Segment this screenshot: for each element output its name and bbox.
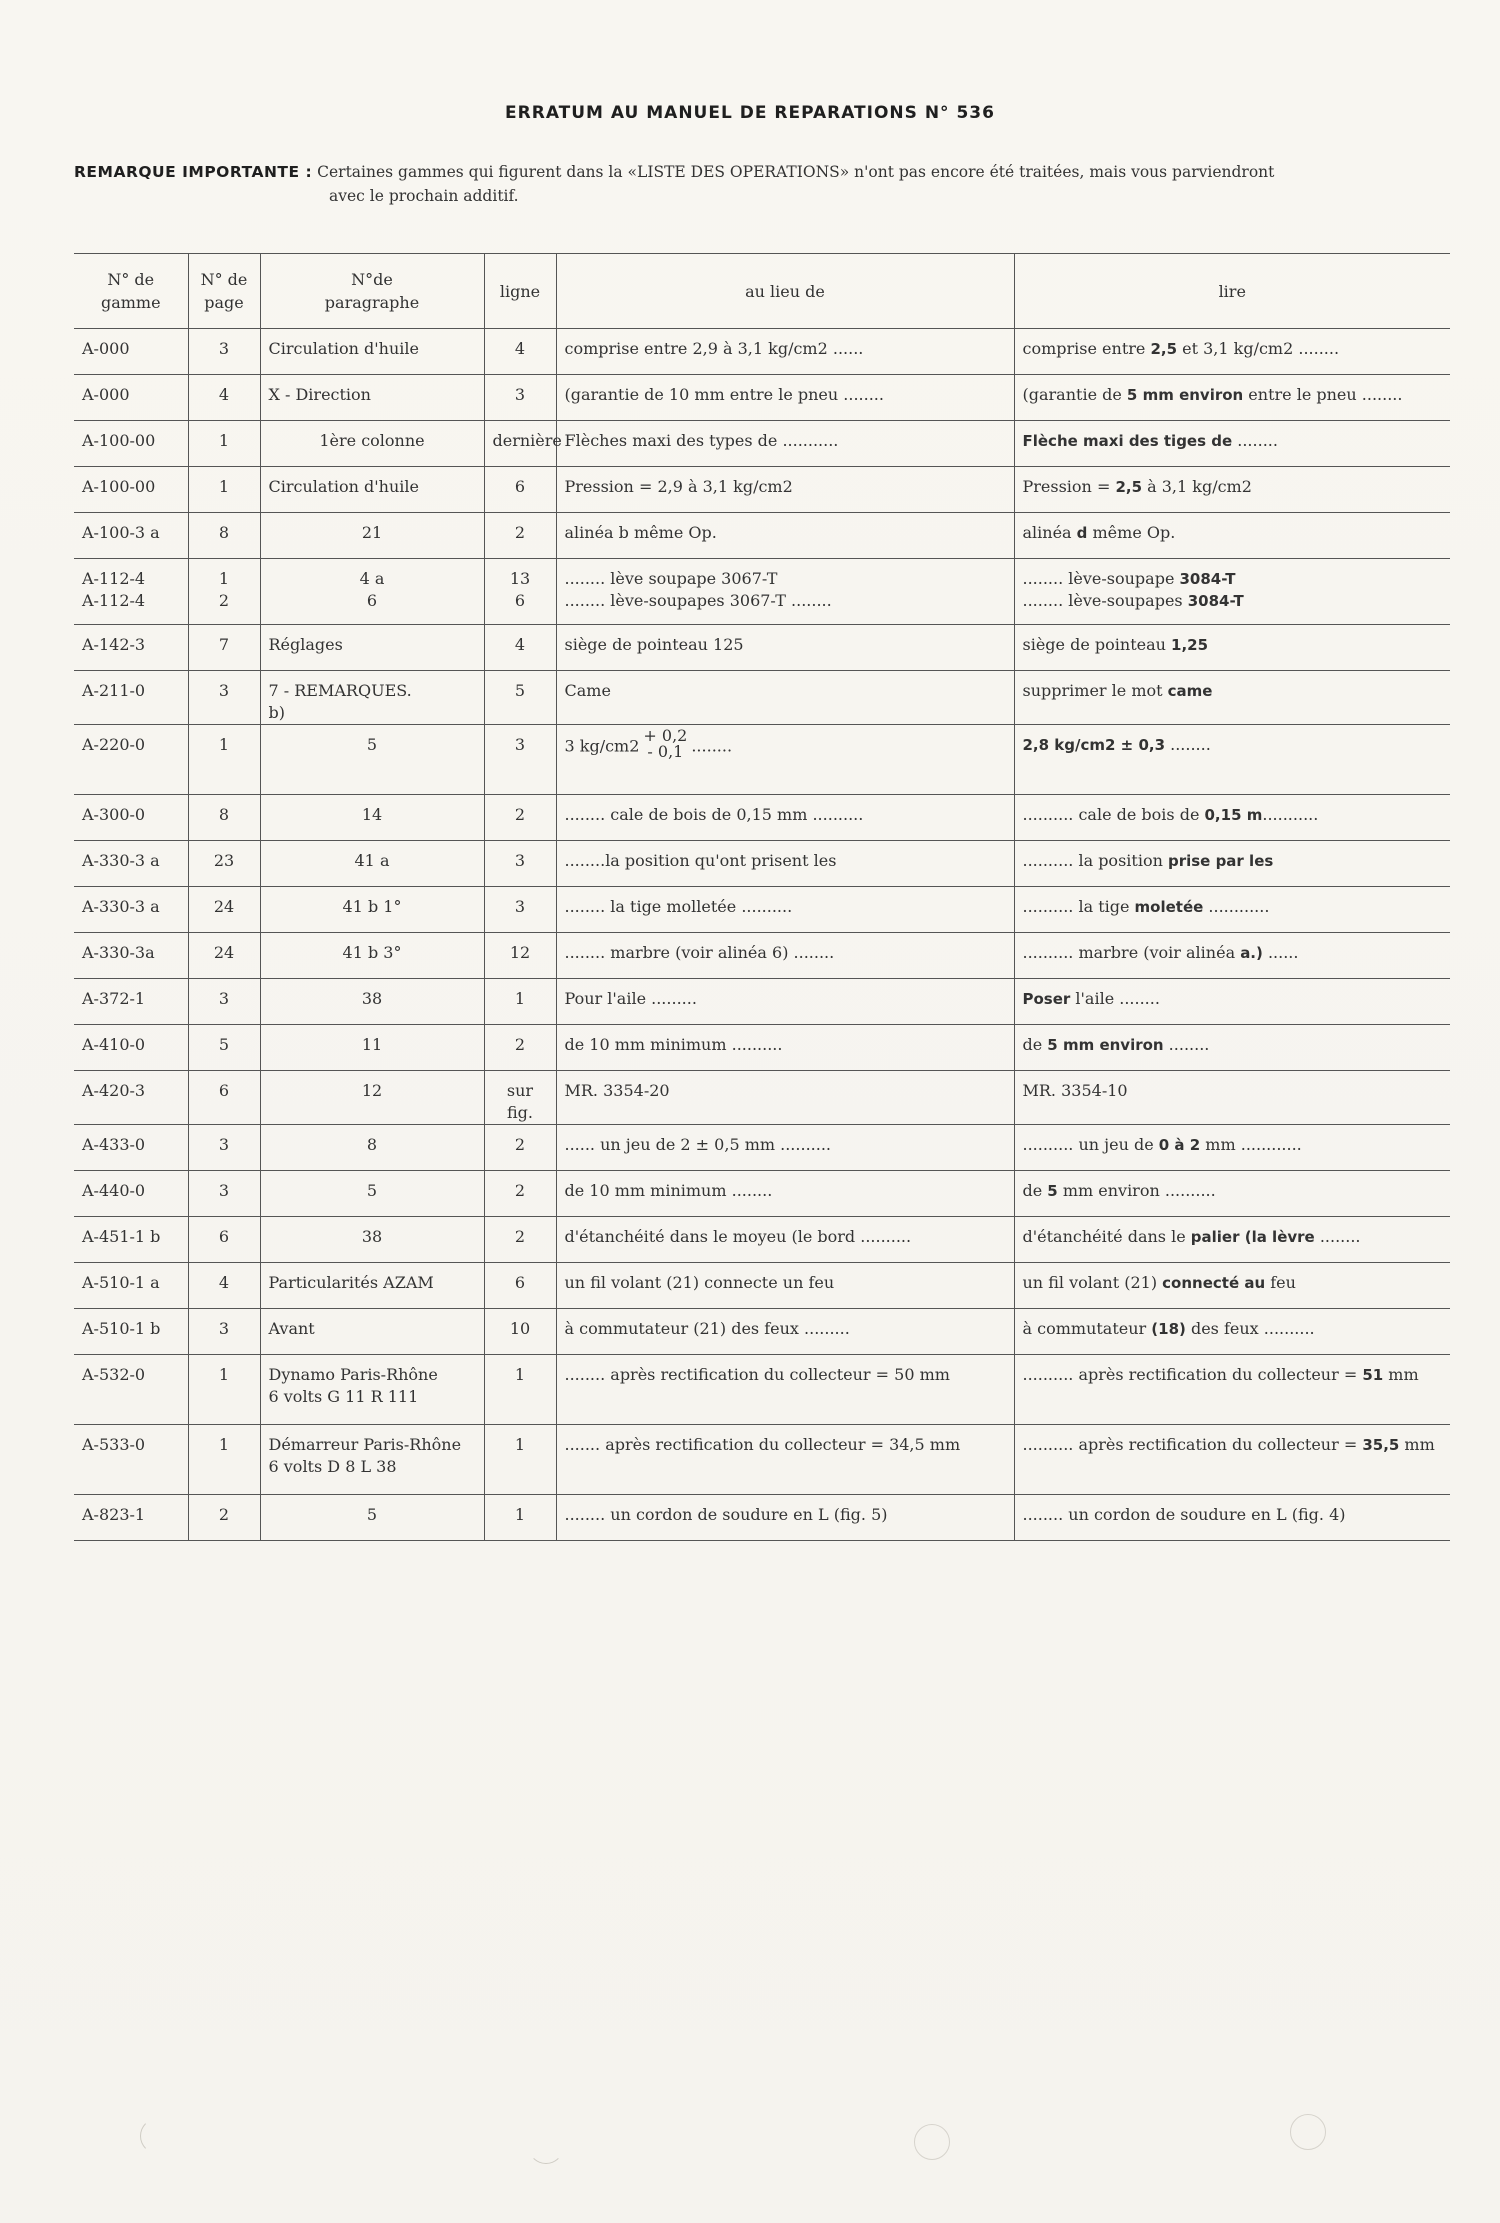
cell-lire <box>1014 1355 1450 1425</box>
cell-au-lieu-de: MR. 3354-20 <box>556 1071 1014 1125</box>
table-row <box>74 625 1450 671</box>
lire-text: .......... un jeu de <box>1022 1135 1159 1154</box>
cell-gamme: A-100-00 <box>74 467 188 513</box>
cell-gamme: A-100-3 a <box>74 513 188 559</box>
cell-paragraphe <box>260 375 484 421</box>
cell-paragraphe <box>260 979 484 1025</box>
document-title: ERRATUM AU MANUEL DE REPARATIONS N° 536 <box>505 103 995 123</box>
table-row <box>74 671 1450 725</box>
cell-ligne <box>484 559 556 625</box>
cell-ligne: 3 <box>484 375 556 421</box>
cell-au-lieu-de <box>556 725 1014 795</box>
lire-text-end: feu <box>1265 1273 1296 1292</box>
cell-gamme: A-533-0 <box>74 1425 188 1495</box>
cell-paragraphe <box>260 671 484 725</box>
cell-au-lieu-de: un fil volant (21) connecte un feu <box>556 1263 1014 1309</box>
cell-page: 3 <box>188 979 260 1025</box>
lire-text-end: mm ............ <box>1200 1135 1302 1154</box>
cell-paragraphe: 5 <box>260 725 484 795</box>
cell-gamme: A-451-1 b <box>74 1217 188 1263</box>
lire-correction: 5 mm environ <box>1126 386 1244 404</box>
lire-text: comprise entre <box>1022 339 1151 358</box>
cell-paragraphe <box>260 887 484 933</box>
paragraphe-text-2: 6 volts G 11 R 111 <box>268 1387 419 1406</box>
table-row <box>74 329 1450 375</box>
cell-paragraphe <box>260 559 484 625</box>
cell-au-lieu-de: Flèches maxi des types de ........... <box>556 421 1014 467</box>
lire-correction: 3084-T <box>1187 592 1244 610</box>
header-page: N° de page <box>188 254 260 329</box>
cell-page: 8 <box>188 513 260 559</box>
cell-gamme: A-510-1 a <box>74 1263 188 1309</box>
cell-page <box>188 559 260 625</box>
table-row <box>74 1217 1450 1263</box>
paragraphe-text: 7 - REMARQUES. <box>268 681 412 700</box>
lire-correction: Flèche maxi des tiges de <box>1022 432 1233 450</box>
table-row <box>74 1171 1450 1217</box>
lire-text: à commutateur <box>1022 1319 1152 1338</box>
lire-text-end: ............ <box>1203 897 1270 916</box>
cell-lire <box>1014 933 1450 979</box>
cell-ligne: 6 <box>484 467 556 513</box>
table-row <box>74 1425 1450 1495</box>
cell-au-lieu-de: ........ la tige molletée .......... <box>556 887 1014 933</box>
cell-paragraphe <box>260 1025 484 1071</box>
table-row <box>74 559 1450 625</box>
cell-au-lieu-de: comprise entre 2,9 à 3,1 kg/cm2 ...... <box>556 329 1014 375</box>
cell-gamme: A-440-0 <box>74 1171 188 1217</box>
cell-gamme: A-300-0 <box>74 795 188 841</box>
lire-correction: 51 <box>1362 1366 1384 1384</box>
table-row <box>74 1495 1450 1541</box>
cell-page: 8 <box>188 795 260 841</box>
lire-text-end: mm environ .......... <box>1057 1181 1216 1200</box>
cell-ligne: 2 <box>484 1025 556 1071</box>
cell-gamme: A-372-1 <box>74 979 188 1025</box>
cell-page: 6 <box>188 1071 260 1125</box>
cell-page: 1 <box>188 467 260 513</box>
lire-text: d'étanchéité dans le <box>1022 1227 1191 1246</box>
cell-ligne: 2 <box>484 1125 556 1171</box>
lire-correction: prise par les <box>1167 852 1274 870</box>
cell-page: 3 <box>188 1125 260 1171</box>
cell-lire <box>1014 467 1450 513</box>
cell-lire <box>1014 1025 1450 1071</box>
lire-text: (garantie de <box>1022 385 1127 404</box>
paragraphe-text: 14 <box>361 805 383 824</box>
lire-correction: 0,15 m <box>1204 806 1263 824</box>
cell-page: 24 <box>188 933 260 979</box>
paragraphe-text: 41 b 1° <box>342 897 402 916</box>
table-row <box>74 513 1450 559</box>
cell-lire <box>1014 375 1450 421</box>
lire-correction: (18) <box>1151 1320 1186 1338</box>
cell-lire <box>1014 421 1450 467</box>
cell-paragraphe <box>260 841 484 887</box>
table-row <box>74 933 1450 979</box>
cell-lire <box>1014 1071 1450 1125</box>
lire-text-end: même Op. <box>1087 523 1176 542</box>
cell-gamme-line-1: A-112-4 <box>82 569 146 588</box>
cell-gamme: A-000 <box>74 329 188 375</box>
lire-correction: 2,5 <box>1115 478 1143 496</box>
lire-text-end: ...... <box>1262 943 1299 962</box>
lire-text: MR. 3354-10 <box>1022 1081 1128 1100</box>
cell-au-lieu-de: ........ un cordon de soudure en L (fig. 5) <box>556 1495 1014 1541</box>
cell-paragraphe <box>260 1071 484 1125</box>
cell-paragraphe <box>260 795 484 841</box>
cell-lire <box>1014 1171 1450 1217</box>
cell-paragraphe <box>260 467 484 513</box>
cell-paragraphe <box>260 329 484 375</box>
cell-page: 3 <box>188 671 260 725</box>
cell-au-lieu-de: (garantie de 10 mm entre le pneu ........ <box>556 375 1014 421</box>
cell-au-lieu-de: ........ après rectification du collecteur = 50 mm <box>556 1355 1014 1425</box>
cell-page: 23 <box>188 841 260 887</box>
cell-au-lieu-de-line-2: ........ lève-soupapes 3067-T ........ <box>564 591 832 610</box>
paragraphe-text: 41 a <box>354 851 390 870</box>
cell-au-lieu-de: ....... après rectification du collecteur = 34,5 mm <box>556 1425 1014 1495</box>
lire-correction: 2,8 kg/cm2 ± 0,3 <box>1022 736 1166 754</box>
table-row <box>74 375 1450 421</box>
header-ligne: ligne <box>484 254 556 329</box>
cell-page: 1 <box>188 421 260 467</box>
cell-lire: ........ un cordon de soudure en L (fig. 4) <box>1014 1495 1450 1541</box>
punch-hole-mark <box>914 2124 950 2160</box>
lire-text: alinéa <box>1022 523 1077 542</box>
paragraphe-text: Avant <box>268 1319 315 1338</box>
lire-correction: connecté au <box>1162 1274 1266 1292</box>
table-row <box>74 841 1450 887</box>
lire-text-end: et 3,1 kg/cm2 ........ <box>1177 339 1340 358</box>
cell-ligne: 12 <box>484 933 556 979</box>
header-au-lieu-de: au lieu de <box>556 254 1014 329</box>
cell-paragraphe <box>260 1263 484 1309</box>
table-row <box>74 1125 1450 1171</box>
table-row <box>74 887 1450 933</box>
paragraphe-text: 21 <box>361 523 383 542</box>
paragraphe-text-2: 6 volts D 8 L 38 <box>268 1457 397 1476</box>
cell-ligne: dernière <box>484 421 556 467</box>
cell-gamme: A-211-0 <box>74 671 188 725</box>
cell-lire <box>1014 795 1450 841</box>
cell-lire <box>1014 559 1450 625</box>
table-header-row <box>74 254 1450 329</box>
lire-correction: palier (la lèvre <box>1190 1228 1315 1246</box>
paragraphe-text: Dynamo Paris-Rhône <box>268 1365 438 1384</box>
lire-text-end: ........ <box>1165 735 1211 754</box>
tolerance-upper: + 0,2 <box>643 726 688 745</box>
lire-correction: 1,25 <box>1171 636 1209 654</box>
cell-page: 4 <box>188 1263 260 1309</box>
cell-paragraphe <box>260 625 484 671</box>
table-row <box>74 467 1450 513</box>
paragraphe-text: Démarreur Paris-Rhône <box>268 1435 462 1454</box>
cell-ligne: 4 <box>484 329 556 375</box>
paragraphe-text: Circulation d'huile <box>268 339 419 358</box>
lire-text: de <box>1022 1181 1048 1200</box>
cell-au-lieu-de: Came <box>556 671 1014 725</box>
cell-ligne: 1 <box>484 1495 556 1541</box>
cell-ligne: 2 <box>484 795 556 841</box>
table-row <box>74 1355 1450 1425</box>
lire-text-end: ........... <box>1262 805 1319 824</box>
lire-correction: 3084-T <box>1179 570 1236 588</box>
cell-lire <box>1014 625 1450 671</box>
cell-ligne: 3 <box>484 841 556 887</box>
cell-page: 24 <box>188 887 260 933</box>
cell-ligne: 4 <box>484 625 556 671</box>
tolerance-fraction <box>643 728 687 760</box>
cell-paragraphe <box>260 1217 484 1263</box>
lire-correction: 5 <box>1047 1182 1058 1200</box>
punch-hole-mark <box>528 2128 564 2164</box>
cell-au-lieu-de: Pour l'aile ......... <box>556 979 1014 1025</box>
cell-page: 3 <box>188 1309 260 1355</box>
cell-gamme: A-420-3 <box>74 1071 188 1125</box>
cell-gamme: A-410-0 <box>74 1025 188 1071</box>
lire-text: de <box>1022 1035 1048 1054</box>
cell-ligne: 10 <box>484 1309 556 1355</box>
cell-gamme: A-142-3 <box>74 625 188 671</box>
table-row <box>74 1263 1450 1309</box>
lire-text-end: mm <box>1383 1365 1419 1384</box>
paragraphe-text: X - Direction <box>268 385 371 404</box>
cell-ligne: 2 <box>484 513 556 559</box>
cell-page: 7 <box>188 625 260 671</box>
cell-gamme: A-433-0 <box>74 1125 188 1171</box>
lire-text: ........ lève-soupape <box>1022 569 1180 588</box>
paragraphe-text: Particularités AZAM <box>268 1273 434 1292</box>
table-row <box>74 1071 1450 1125</box>
cell-au-lieu-de: à commutateur (21) des feux ......... <box>556 1309 1014 1355</box>
lire-text-end: l'aile ........ <box>1070 989 1160 1008</box>
cell-gamme: A-330-3 a <box>74 841 188 887</box>
header-lire: lire <box>1014 254 1450 329</box>
cell-page: 4 <box>188 375 260 421</box>
lire-text-end: mm <box>1399 1435 1435 1454</box>
lire-correction: 35,5 <box>1362 1436 1400 1454</box>
paragraphe-text: 38 <box>361 1227 383 1246</box>
cell-page: 1 <box>188 1425 260 1495</box>
lire-correction: moletée <box>1134 898 1204 916</box>
cell-paragraphe-line-1: 4 a <box>359 569 385 588</box>
paragraphe-text: Circulation d'huile <box>268 477 419 496</box>
tolerance-lower: - 0,1 <box>647 742 684 761</box>
lire-text: ........ lève-soupapes <box>1022 591 1188 610</box>
cell-paragraphe <box>260 1425 484 1495</box>
paragraphe-text: Réglages <box>268 635 343 654</box>
lire-correction: 2,5 <box>1150 340 1178 358</box>
paragraphe-text: 11 <box>361 1035 383 1054</box>
lire-text: .......... après rectification du collecteur = <box>1022 1365 1363 1384</box>
lire-text: .......... après rectification du collecteur = <box>1022 1435 1363 1454</box>
cell-lire <box>1014 329 1450 375</box>
cell-au-lieu-de: ........ marbre (voir alinéa 6) ........ <box>556 933 1014 979</box>
lire-text: un fil volant (21) <box>1022 1273 1163 1292</box>
cell-lire <box>1014 1309 1450 1355</box>
paragraphe-text-2: b) <box>268 703 285 722</box>
cell-ligne: 6 <box>484 1263 556 1309</box>
lire-text-end: des feux .......... <box>1185 1319 1315 1338</box>
table-row <box>74 795 1450 841</box>
cell-gamme: A-220-0 <box>74 725 188 795</box>
remark-line-1: Certaines gammes qui figurent dans la «LISTE DES OPERATIONS» n'ont pas encore été traitées, mais vous parviendront <box>317 163 1275 181</box>
lire-text-end: à 3,1 kg/cm2 <box>1142 477 1252 496</box>
cell-ligne: 3 <box>484 887 556 933</box>
cell-au-lieu-de: ...... un jeu de 2 ± 0,5 mm .......... <box>556 1125 1014 1171</box>
cell-ligne: 2 <box>484 1217 556 1263</box>
cell-page: 3 <box>188 1171 260 1217</box>
cell-gamme: A-000 <box>74 375 188 421</box>
cell-ligne: 3 <box>484 725 556 795</box>
cell-ligne-line-1: 13 <box>509 569 531 588</box>
cell-au-lieu-de-line-1: ........ lève soupape 3067-T <box>564 569 778 588</box>
cell-page: 2 <box>188 1495 260 1541</box>
cell-lire <box>1014 725 1450 795</box>
cell-gamme <box>74 559 188 625</box>
header-paragraphe: N°de paragraphe <box>260 254 484 329</box>
lire-text: .......... cale de bois de <box>1022 805 1205 824</box>
lire-text: .......... la position <box>1022 851 1168 870</box>
cell-page: 6 <box>188 1217 260 1263</box>
au-lieu-text-end: ........ <box>691 736 733 756</box>
cell-page: 5 <box>188 1025 260 1071</box>
cell-ligne: 1 <box>484 979 556 1025</box>
cell-ligne: 5 <box>484 671 556 725</box>
cell-paragraphe-line-2: 6 <box>366 591 378 610</box>
cell-page-line-2: 2 <box>218 591 230 610</box>
cell-au-lieu-de: ........ cale de bois de 0,15 mm .......... <box>556 795 1014 841</box>
lire-text: siège de pointeau <box>1022 635 1172 654</box>
cell-paragraphe <box>260 933 484 979</box>
cell-gamme: A-823-1 <box>74 1495 188 1541</box>
punch-hole-mark <box>1290 2114 1326 2150</box>
paragraphe-text: 12 <box>361 1081 383 1100</box>
cell-au-lieu-de: ........la position qu'ont prisent les <box>556 841 1014 887</box>
cell-au-lieu-de: siège de pointeau 125 <box>556 625 1014 671</box>
cell-au-lieu-de <box>556 559 1014 625</box>
lire-text: Pression = <box>1022 477 1116 496</box>
cell-gamme: A-330-3a <box>74 933 188 979</box>
cell-gamme: A-100-00 <box>74 421 188 467</box>
lire-correction: 5 mm environ <box>1047 1036 1164 1054</box>
cell-page: 3 <box>188 329 260 375</box>
cell-lire <box>1014 1263 1450 1309</box>
lire-correction: a.) <box>1240 944 1263 962</box>
cell-au-lieu-de: d'étanchéité dans le moyeu (le bord .......... <box>556 1217 1014 1263</box>
paragraphe-text: 8 <box>366 1135 378 1154</box>
cell-lire <box>1014 1425 1450 1495</box>
table-row <box>74 421 1450 467</box>
header-gamme: N° de gamme <box>74 254 188 329</box>
table-body <box>74 329 1450 1541</box>
au-lieu-text: 3 kg/cm2 <box>564 736 640 756</box>
cell-page: 1 <box>188 725 260 795</box>
cell-gamme: A-330-3 a <box>74 887 188 933</box>
cell-gamme-line-2: A-112-4 <box>82 591 146 610</box>
lire-text: .......... marbre (voir alinéa <box>1022 943 1241 962</box>
lire-correction: came <box>1167 682 1213 700</box>
lire-correction: 0 à 2 <box>1158 1136 1201 1154</box>
remark-line-2: avec le prochain additif. <box>329 187 519 205</box>
cell-lire <box>1014 841 1450 887</box>
cell-page-line-1: 1 <box>218 569 230 588</box>
table-row <box>74 979 1450 1025</box>
cell-paragraphe <box>260 1125 484 1171</box>
cell-paragraphe <box>260 1309 484 1355</box>
cell-ligne: 1 <box>484 1355 556 1425</box>
lire-correction: d <box>1076 524 1088 542</box>
cell-au-lieu-de: Pression = 2,9 à 3,1 kg/cm2 <box>556 467 1014 513</box>
cell-lire <box>1014 1125 1450 1171</box>
paragraphe-text: 41 b 3° <box>342 943 402 962</box>
paragraphe-text: 38 <box>361 989 383 1008</box>
cell-au-lieu-de: de 10 mm minimum .......... <box>556 1025 1014 1071</box>
cell-lire <box>1014 671 1450 725</box>
lire-text: .......... la tige <box>1022 897 1135 916</box>
lire-correction: Poser <box>1022 990 1071 1008</box>
cell-lire <box>1014 887 1450 933</box>
lire-text: supprimer le mot <box>1022 681 1168 700</box>
cell-ligne: sur fig. <box>484 1071 556 1125</box>
cell-au-lieu-de: alinéa b même Op. <box>556 513 1014 559</box>
cell-gamme: A-510-1 b <box>74 1309 188 1355</box>
cell-lire <box>1014 513 1450 559</box>
lire-text-end: ........ <box>1314 1227 1361 1246</box>
cell-paragraphe: 5 <box>260 1495 484 1541</box>
cell-au-lieu-de: de 10 mm minimum ........ <box>556 1171 1014 1217</box>
erratum-table <box>74 253 1450 1541</box>
cell-paragraphe <box>260 1355 484 1425</box>
table-row <box>74 1309 1450 1355</box>
lire-text-end: ........ <box>1163 1035 1210 1054</box>
table-row <box>74 725 1450 795</box>
cell-ligne-line-2: 6 <box>514 591 526 610</box>
lire-text-end: ........ <box>1232 431 1278 450</box>
cell-gamme: A-532-0 <box>74 1355 188 1425</box>
cell-page: 1 <box>188 1355 260 1425</box>
cell-lire <box>1014 979 1450 1025</box>
cell-ligne: 2 <box>484 1171 556 1217</box>
lire-text-end: entre le pneu ........ <box>1243 385 1403 404</box>
remark-label: REMARQUE IMPORTANTE : <box>74 163 313 181</box>
cell-paragraphe <box>260 513 484 559</box>
cell-lire <box>1014 1217 1450 1263</box>
cell-paragraphe <box>260 421 484 467</box>
important-remark <box>74 160 1374 208</box>
cell-ligne: 1 <box>484 1425 556 1495</box>
table-row <box>74 1025 1450 1071</box>
paragraphe-text: 1ère colonne <box>319 431 425 450</box>
paragraphe-text: 5 <box>366 1181 378 1200</box>
cell-paragraphe <box>260 1171 484 1217</box>
punch-hole-mark <box>140 2118 176 2154</box>
